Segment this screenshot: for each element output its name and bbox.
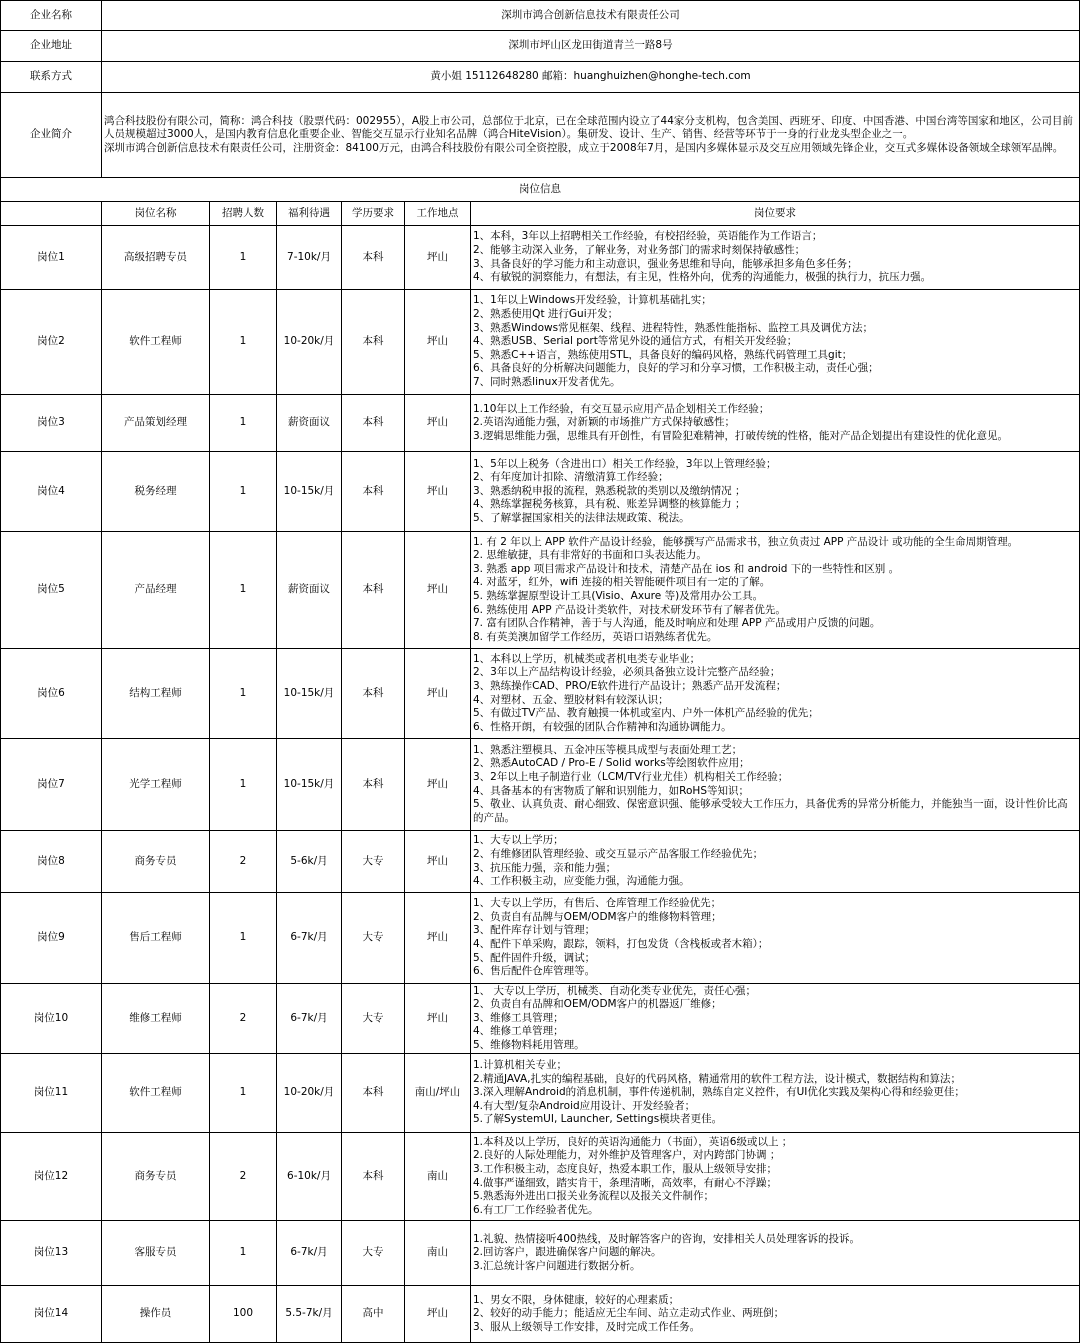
- company-intro-paragraph: 深圳市鸿合创新信息技术有限责任公司，注册资金：84100万元，由鸿合科技股份有限公司全资控股，成立于2008年7月，是国内多媒体显示及交互应用领域先锋企业，交互式多媒体设备领域全球领军品牌。: [104, 141, 1064, 154]
- job-id: 岗位11: [1, 1054, 102, 1133]
- job-id: 岗位4: [1, 452, 102, 532]
- job-education: 本科: [342, 649, 405, 739]
- job-requirement-line: 1、本科，3年以上招聘相关工作经验，有校招经验，英语能作为工作语言；: [473, 230, 823, 243]
- job-requirement-line: 3.汇总统计客户问题进行数据分析。: [473, 1259, 641, 1272]
- job-count: 1: [210, 452, 277, 532]
- job-requirements: [471, 290, 1080, 395]
- company-name-label: 企业名称: [1, 1, 102, 31]
- job-requirement-line: 3. 熟悉 app 项目需求产品设计和技术，清楚产品在 ios 和 android 下的一些特性和区别 。: [473, 562, 900, 575]
- job-education: 大专: [342, 893, 405, 984]
- job-row: [1, 649, 1080, 739]
- job-location: 坪山: [405, 831, 471, 893]
- job-education: 本科: [342, 532, 405, 649]
- job-count: 2: [210, 984, 277, 1054]
- job-requirement-line: 2、3年以上产品结构设计经验，必须具备独立设计完整产品经验；: [473, 666, 781, 679]
- job-location: 坪山: [405, 452, 471, 532]
- job-location: 南山: [405, 1221, 471, 1286]
- job-salary: 薪资面议: [277, 395, 342, 452]
- job-education: 高中: [342, 1286, 405, 1343]
- job-requirement-line: 4、配件下单采购，跟踪，领料，打包发货（含栈板或者木箱）；: [473, 938, 769, 950]
- job-requirement-line: 3、熟练操作CAD、PRO/E软件进行产品设计；熟悉产品开发流程；: [473, 679, 787, 692]
- company-intro: [102, 93, 1080, 178]
- job-requirement-line: 1. 有 2 年以上 APP 软件产品设计经验，能够撰写产品需求书，独立负责过 APP 产品设计 或功能的全生命周期管理。: [473, 535, 1019, 548]
- job-requirement-line: 2、有维修团队管理经验、或交互显示产品客服工作经验优先；: [473, 847, 764, 860]
- job-requirement-line: 1.本科及以上学历，良好的英语沟通能力（书面），英语6级或以上 ；: [473, 1135, 793, 1148]
- job-title: 操作员: [102, 1286, 210, 1343]
- job-education: 本科: [342, 739, 405, 831]
- job-education: 本科: [342, 290, 405, 395]
- job-location: 坪山: [405, 649, 471, 739]
- job-requirement-line: 2、能够主动深入业务，了解业务，对业务部门的需求时刻保持敏感性；: [473, 243, 806, 256]
- job-id: 岗位10: [1, 984, 102, 1054]
- job-requirement-line: 2、较好的动手能力；能适应无尘车间、站立走动式作业、两班倒；: [473, 1307, 785, 1320]
- job-location: 坪山: [405, 893, 471, 984]
- job-requirement-line: 2、熟悉使用Qt 进行Gui开发；: [473, 308, 619, 321]
- job-count: 1: [210, 1221, 277, 1286]
- job-title: 软件工程师: [102, 290, 210, 395]
- job-title: 维修工程师: [102, 984, 210, 1054]
- job-requirement-line: 2. 思维敏捷，具有非常好的书面和口头表达能力。: [473, 549, 707, 562]
- job-row: [1, 984, 1080, 1054]
- job-row: [1, 226, 1080, 290]
- header-blank: [1, 202, 102, 226]
- job-requirement-line: 5、配件固件升级，调试；: [473, 951, 596, 964]
- job-title: 售后工程师: [102, 893, 210, 984]
- job-education: 本科: [342, 226, 405, 290]
- job-id: 岗位9: [1, 893, 102, 984]
- job-requirements: [471, 395, 1080, 452]
- header-salary: 福利待遇: [277, 202, 342, 226]
- job-requirement-line: 5.了解SystemUI, Launcher, Settings模块者更佳。: [473, 1113, 723, 1126]
- job-salary: 6-7k/月: [277, 893, 342, 984]
- job-requirement-line: 3、服从上级领导工作安排，及时完成工作任务。: [473, 1320, 701, 1333]
- job-salary: 薪资面议: [277, 532, 342, 649]
- job-requirement-line: 2、负责自有品牌与OEM/ODM客户的维修物料管理；: [473, 910, 722, 923]
- job-title: 高级招聘专员: [102, 226, 210, 290]
- job-title: 产品经理: [102, 532, 210, 649]
- job-requirement-line: 7. 富有团队合作精神，善于与人沟通，能及时响应和处理 APP 产品或用户反馈的问题。: [473, 617, 881, 630]
- job-education: 大专: [342, 1221, 405, 1286]
- job-id: 岗位6: [1, 649, 102, 739]
- job-education: 大专: [342, 831, 405, 893]
- header-education: 学历要求: [342, 202, 405, 226]
- job-salary: 6-7k/月: [277, 984, 342, 1054]
- job-requirement-line: 4、具备基本的有害物质了解和识别能力，如RoHS等知识；: [473, 784, 749, 797]
- job-row: [1, 893, 1080, 984]
- job-salary: 5.5-7k/月: [277, 1286, 342, 1343]
- job-requirements: [471, 1221, 1080, 1286]
- job-row: [1, 1286, 1080, 1343]
- job-requirement-line: 1、本科以上学历，机械类或者机电类专业毕业；: [473, 652, 701, 665]
- job-requirements: [471, 831, 1080, 893]
- company-contact-label: 联系方式: [1, 62, 102, 93]
- job-id: 岗位5: [1, 532, 102, 649]
- job-requirements: [471, 452, 1080, 532]
- job-requirements: [471, 1133, 1080, 1221]
- job-title: 税务经理: [102, 452, 210, 532]
- job-requirement-line: 2、熟悉AutoCAD / Pro-E / Solid works等绘图软件应用；: [473, 757, 750, 770]
- job-location: 坪山: [405, 1286, 471, 1343]
- company-address: 深圳市坪山区龙田街道青兰一路8号: [102, 31, 1080, 62]
- job-requirement-line: 3.深入理解Android的消息机制，事件传递机制，熟练自定义控件，有UI优化实践及架构心得和经验更佳；: [473, 1086, 965, 1099]
- company-contact: 黄小姐 15112648280 邮箱：huanghuizhen@honghe-tech.com: [102, 62, 1080, 93]
- job-count: 2: [210, 1133, 277, 1221]
- job-row: [1, 831, 1080, 893]
- job-row: [1, 395, 1080, 452]
- job-requirement-line: 5.熟悉海外进出口报关业务流程以及报关文件制作；: [473, 1190, 715, 1203]
- job-requirement-line: 4、熟悉USB、Serial port等常见外设的通信方式，有相关开发经验；: [473, 335, 798, 348]
- header-title: 岗位名称: [102, 202, 210, 226]
- job-requirement-line: 5、了解掌握国家相关的法律法规政策、税法。: [473, 511, 690, 524]
- company-intro-label: 企业简介: [1, 93, 102, 178]
- job-id: 岗位3: [1, 395, 102, 452]
- job-salary: 10-20k/月: [277, 1054, 342, 1133]
- job-requirement-line: 2.回访客户，跟进确保客户问题的解决。: [473, 1246, 662, 1259]
- job-requirement-line: 1.礼貌、热情接听400热线，及时解答客户的咨询，安排相关人员处理客诉的投诉。: [473, 1232, 861, 1245]
- job-education: 本科: [342, 1054, 405, 1133]
- job-title: 光学工程师: [102, 739, 210, 831]
- job-requirement-line: 4、对塑材、五金、塑胶材料有较深认识；: [473, 693, 669, 706]
- job-row: [1, 532, 1080, 649]
- job-requirement-line: 1、 大专以上学历，机械类、自动化类专业优先，责任心强；: [473, 984, 757, 997]
- company-name: 深圳市鸿合创新信息技术有限责任公司: [102, 1, 1080, 31]
- job-salary: 7-10k/月: [277, 226, 342, 290]
- job-salary: 10-15k/月: [277, 739, 342, 831]
- job-count: 1: [210, 395, 277, 452]
- job-requirement-line: 3、配件库存计划与管理；: [473, 924, 596, 937]
- job-count: 1: [210, 532, 277, 649]
- job-salary: 6-7k/月: [277, 1221, 342, 1286]
- job-count: 1: [210, 739, 277, 831]
- job-requirement-line: 6.有工厂工作经验者优先。: [473, 1203, 599, 1216]
- job-salary: 10-20k/月: [277, 290, 342, 395]
- job-requirement-line: 3、维修工具管理；: [473, 1011, 564, 1024]
- job-location: 南山: [405, 1133, 471, 1221]
- job-requirement-line: 1.计算机相关专业；: [473, 1059, 568, 1072]
- job-row: [1, 1221, 1080, 1286]
- job-location: 坪山: [405, 739, 471, 831]
- job-requirement-line: 3、具备良好的学习能力和主动意识，强业务思维和导向，能够承担多角色多任务；: [473, 257, 858, 270]
- job-requirement-line: 6、性格开朗，有较强的团队合作精神和沟通协调能力。: [473, 720, 732, 733]
- job-requirement-line: 5、敬业、认真负责、耐心细致、保密意识强、能够承受较大工作压力，具备优秀的异常分析能力，并能独当一面，设计性价比高的产品。: [473, 798, 1068, 824]
- job-id: 岗位8: [1, 831, 102, 893]
- job-requirement-line: 2.良好的人际处理能力，对外维护及管理客户，对内跨部门协调 ；: [473, 1149, 781, 1162]
- job-title: 结构工程师: [102, 649, 210, 739]
- company-name-row: [1, 1, 1080, 31]
- job-requirements: [471, 739, 1080, 831]
- job-location: 坪山: [405, 395, 471, 452]
- job-location: 坪山: [405, 226, 471, 290]
- job-requirements: [471, 1286, 1080, 1343]
- job-requirements: [471, 532, 1080, 649]
- job-requirement-line: 2.精通JAVA,扎实的编程基础，良好的代码风格，精通常用的软件工程方法，设计模式，数据结构和算法；: [473, 1072, 961, 1085]
- job-requirements: [471, 1054, 1080, 1133]
- job-requirement-line: 8. 有英美澳加留学工作经历，英语口语熟练者优先。: [473, 630, 718, 643]
- job-id: 岗位14: [1, 1286, 102, 1343]
- job-requirements: [471, 226, 1080, 290]
- job-salary: 6-10k/月: [277, 1133, 342, 1221]
- job-title: 商务专员: [102, 1133, 210, 1221]
- company-intro-paragraph: 鸿合科技股份有限公司，简称：鸿合科技（股票代码：002955），A股上市公司，总部位于北京，已在全球范围内设立了44家分支机构，包含美国、西班牙、印度、中国香港、中国台湾等国家和地区，公司目前人员规模超过3000人，是国内教育信息化重要企业、智能交互显示行业知名品牌（鸿合HiteVision）。集研发、设计、生产、销售、经营等环节于一身的行业龙头型企业之一。: [104, 114, 1073, 141]
- job-count: 1: [210, 1054, 277, 1133]
- job-location: 南山/坪山: [405, 1054, 471, 1133]
- job-requirement-line: 4、维修工单管理；: [473, 1025, 564, 1038]
- job-row: [1, 290, 1080, 395]
- job-requirement-line: 5、有做过TV产品、教育触摸一体机或室内、户外一体机产品经验的优先；: [473, 707, 819, 720]
- job-row: [1, 452, 1080, 532]
- job-requirement-line: 4.做事严谨细致，踏实肯干，条理清晰，高效率，有耐心不浮躁；: [473, 1176, 778, 1189]
- header-count: 招聘人数: [210, 202, 277, 226]
- job-title: 商务专员: [102, 831, 210, 893]
- jobs-section-title: 岗位信息: [1, 178, 1080, 202]
- job-id: 岗位13: [1, 1221, 102, 1286]
- job-count: 1: [210, 893, 277, 984]
- job-salary: 10-15k/月: [277, 649, 342, 739]
- job-requirement-line: 4、熟练掌握税务核算，具有税、账差异调整的核算能力 ；: [473, 498, 746, 511]
- job-requirement-line: 6、具备良好的分析解决问题能力，良好的学习和分享习惯，工作积极主动，责任心强；: [473, 362, 879, 375]
- company-intro-row: [1, 93, 1080, 178]
- job-id: 岗位1: [1, 226, 102, 290]
- job-requirement-line: 5、维修物料耗用管理。: [473, 1038, 585, 1051]
- job-count: 2: [210, 831, 277, 893]
- job-requirement-line: 1、男女不限，身体健康，较好的心理素质；: [473, 1293, 680, 1306]
- job-requirement-line: 3.逻辑思维能力强，思维具有开创性，有冒险犯难精神，打破传统的性格，能对产品企划提出有建设性的优化意见。: [473, 429, 1009, 442]
- header-location: 工作地点: [405, 202, 471, 226]
- job-id: 岗位7: [1, 739, 102, 831]
- job-salary: 5-6k/月: [277, 831, 342, 893]
- job-row: [1, 1054, 1080, 1133]
- job-education: 本科: [342, 452, 405, 532]
- job-requirement-line: 7、同时熟悉linux开发者优先。: [473, 375, 621, 388]
- job-requirement-line: 1、大专以上学历，有售后、仓库管理工作经验优先；: [473, 897, 722, 910]
- jobs-header-row: [1, 202, 1080, 226]
- job-requirement-line: 1.10年以上工作经验，有交互显示应用产品企划相关工作经验；: [473, 402, 770, 415]
- job-requirement-line: 3、熟悉Windows常见框架、线程、进程特性，熟悉性能指标、监控工具及调优方法；: [473, 321, 874, 334]
- job-requirement-line: 1、熟悉注塑模具、五金冲压等模具成型与表面处理工艺；: [473, 743, 743, 756]
- job-requirement-line: 3、2年以上电子制造行业（LCM/TV行业尤佳）机构相关工作经验；: [473, 770, 789, 783]
- job-requirement-line: 5、熟悉C++语言，熟练使用STL，具备良好的编码风格，熟练代码管理工具git；: [473, 348, 853, 361]
- job-requirement-line: 4. 对蓝牙，红外，wifi 连接的相关智能硬件项目有一定的了解。: [473, 576, 771, 589]
- job-requirements: [471, 984, 1080, 1054]
- job-requirement-line: 2、有年度加计扣除、清缴清算工作经验；: [473, 471, 669, 484]
- job-title: 客服专员: [102, 1221, 210, 1286]
- company-address-row: [1, 31, 1080, 62]
- header-requirements: 岗位要求: [471, 202, 1080, 226]
- job-education: 本科: [342, 1133, 405, 1221]
- job-count: 1: [210, 649, 277, 739]
- jobs-section-row: [1, 178, 1080, 202]
- job-count: 1: [210, 290, 277, 395]
- company-contact-row: [1, 62, 1080, 93]
- job-requirement-line: 2.英语沟通能力强，对新颖的市场推广方式保持敏感性；: [473, 416, 736, 429]
- job-requirement-line: 1、1年以上Windows开发经验，计算机基础扎实；: [473, 294, 712, 307]
- job-requirements: [471, 649, 1080, 739]
- job-title: 软件工程师: [102, 1054, 210, 1133]
- job-id: 岗位12: [1, 1133, 102, 1221]
- job-requirement-line: 4.有大型/复杂Android应用设计、开发经验者；: [473, 1099, 696, 1112]
- job-requirement-line: 1、大专以上学历；: [473, 834, 564, 847]
- job-location: 坪山: [405, 984, 471, 1054]
- job-requirement-line: 6. 熟练使用 APP 产品设计类软件，对技术研发环节有了解者优先。: [473, 603, 786, 616]
- job-requirement-line: 3.工作积极主动，态度良好，热爱本职工作，服从上级领导安排；: [473, 1162, 778, 1175]
- job-requirement-line: 6、售后配件仓库管理等。: [473, 965, 596, 978]
- job-requirement-line: 1、5年以上税务（含进出口）相关工作经验，3年以上管理经验；: [473, 457, 777, 470]
- job-row: [1, 1133, 1080, 1221]
- job-requirement-line: 2、负责自有品牌和OEM/ODM客户的机器返厂维修；: [473, 998, 722, 1011]
- job-education: 本科: [342, 395, 405, 452]
- job-count: 1: [210, 226, 277, 290]
- job-requirement-line: 4、工作积极主动，应变能力强，沟通能力强。: [473, 875, 690, 888]
- job-count: 100: [210, 1286, 277, 1343]
- job-requirement-line: 4、有敏锐的洞察能力，有想法，有主见，性格外向，优秀的沟通能力，极强的执行力，抗压力强。: [473, 271, 932, 284]
- job-requirement-line: 5. 熟练掌握原型设计工具(Visio、Axure 等)及常用办公工具。: [473, 590, 764, 602]
- job-title: 产品策划经理: [102, 395, 210, 452]
- job-education: 大专: [342, 984, 405, 1054]
- job-location: 坪山: [405, 290, 471, 395]
- job-id: 岗位2: [1, 290, 102, 395]
- company-address-label: 企业地址: [1, 31, 102, 62]
- job-requirements: [471, 893, 1080, 984]
- job-salary: 10-15k/月: [277, 452, 342, 532]
- job-location: 坪山: [405, 532, 471, 649]
- job-row: [1, 739, 1080, 831]
- job-requirement-line: 3、熟悉纳税申报的流程，熟悉税款的类别以及缴纳情况 ；: [473, 484, 746, 497]
- job-requirement-line: 3、抗压能力强，亲和能力强；: [473, 861, 617, 874]
